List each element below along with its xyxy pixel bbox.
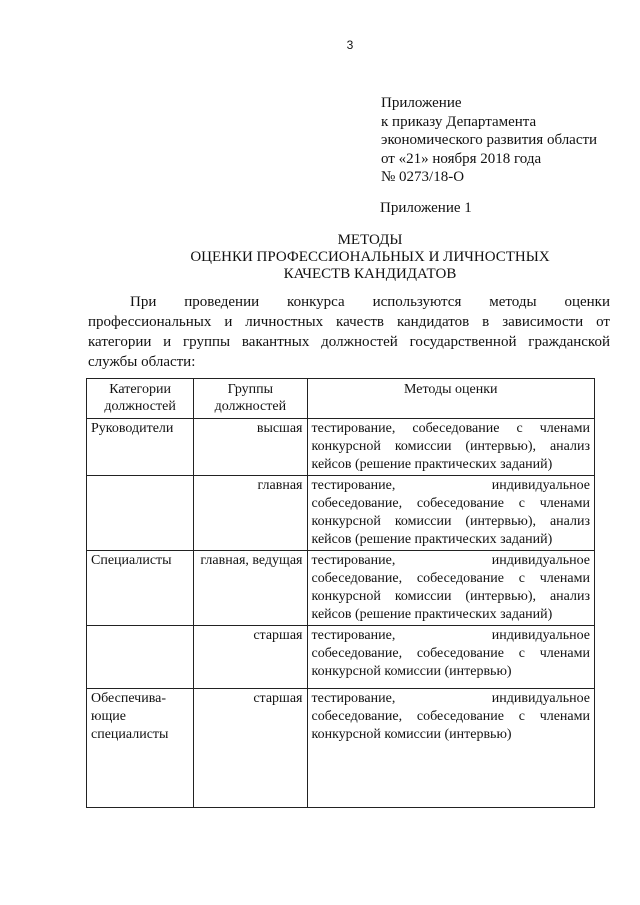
header-group: Группы должностей xyxy=(194,379,307,419)
category-cell: Специалисты xyxy=(87,551,194,626)
appendix-header-line: к приказу Департамента xyxy=(381,113,537,130)
title-line: ОЦЕНКИ ПРОФЕССИОНАЛЬНЫХ И ЛИЧНОСТНЫХ xyxy=(190,249,550,265)
table-header-row xyxy=(87,379,595,419)
appendix-header-line: № 0273/18-О xyxy=(381,169,465,185)
methods-cell: тестирование, индивидуальное собеседование, собеседование с членами конкурсной комиссии (интервью) xyxy=(307,689,595,808)
methods-cell: тестирование, собеседование с членами конкурсной комиссии (интервью), анализ кейсов (решение практических заданий) xyxy=(307,419,595,476)
title-line: КАЧЕСТВ КАНДИДАТОВ xyxy=(283,266,457,282)
table-row xyxy=(87,419,595,476)
intro-paragraph: При проведении конкурса используются методы оценки профессиональных и личностных качеств кандидатов в зависимости от категории и группы вакантных должностей государственной гражданской службы области: xyxy=(88,294,610,370)
methods-cell: тестирование, индивидуальное собеседование, собеседование с членами конкурсной комиссии (интервью), анализ кейсов (решение практических заданий) xyxy=(307,551,595,626)
appendix-number: Приложение 1 xyxy=(380,200,472,216)
appendix-header-line: экономического развития области xyxy=(381,132,598,148)
appendix-header-line: от «21» ноября 2018 года xyxy=(381,150,542,167)
table-row xyxy=(87,551,595,626)
group-cell: высшая xyxy=(194,419,307,476)
header-category: Категории должностей xyxy=(87,379,194,419)
group-cell: главная xyxy=(194,476,307,551)
group-cell: старшая xyxy=(194,626,307,689)
title-line: МЕТОДЫ xyxy=(337,232,403,248)
document-title xyxy=(100,232,640,283)
appendix-header xyxy=(381,94,597,187)
page-number: 3 xyxy=(346,38,354,52)
group-cell: главная, ведущая xyxy=(194,551,307,626)
methods-table xyxy=(86,378,595,808)
category-cell: Руководители xyxy=(87,419,194,476)
table-row xyxy=(87,476,595,551)
table-row xyxy=(87,689,595,808)
category-cell: Обеспечива-ющие специалисты xyxy=(87,689,194,808)
category-cell xyxy=(87,476,194,551)
group-cell: старшая xyxy=(194,689,307,808)
methods-cell: тестирование, индивидуальное собеседование, собеседование с членами конкурсной комиссии (интервью), анализ кейсов (решение практических заданий) xyxy=(307,476,595,551)
header-methods: Методы оценки xyxy=(307,379,595,419)
appendix-header-line: Приложение xyxy=(381,95,462,111)
category-cell xyxy=(87,626,194,689)
methods-cell: тестирование, индивидуальное собеседование, собеседование с членами конкурсной комиссии (интервью) xyxy=(307,626,595,689)
table-row xyxy=(87,626,595,689)
